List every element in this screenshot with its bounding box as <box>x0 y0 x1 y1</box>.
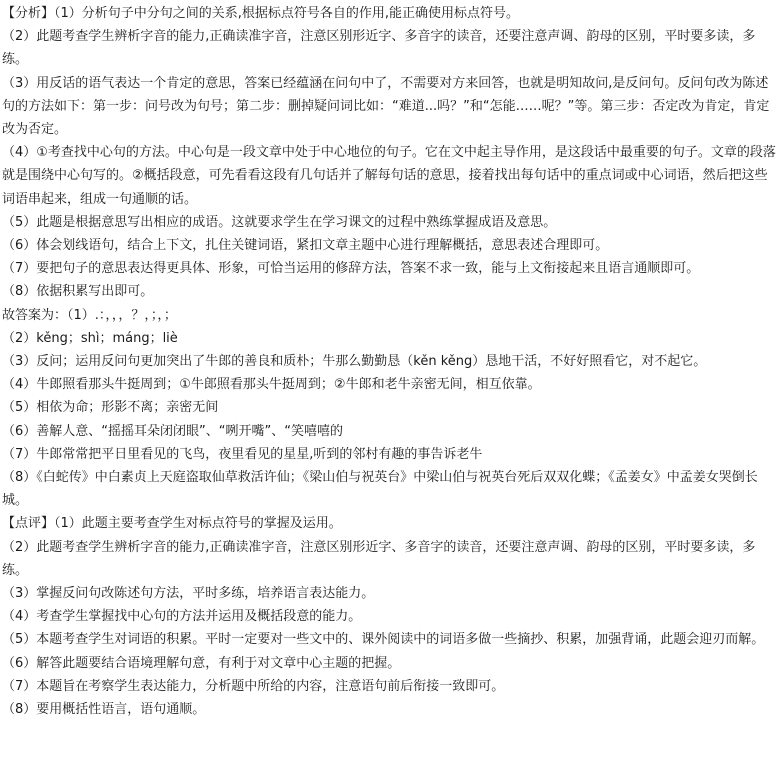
comment-line-4: （4）考查学生掌握找中心句的方法并运用及概括段意的能力。 <box>2 609 362 625</box>
comment-line-3: （3）掌握反问句改陈述句方法，平时多练，培养语言表达能力。 <box>2 586 375 602</box>
answer-line-7: （7）牛郎常常把平日里看见的飞鸟，夜里看见的星星,听到的邻村有趣的事告诉老牛 <box>2 446 483 462</box>
comment-line-8: （8）要用概括性语言，语句通顺。 <box>2 702 206 718</box>
comment-line-1: 【点评】（1）此题主要考查学生对标点符号的掌握及运用。 <box>2 516 342 532</box>
analysis-line-5: （5）此题是根据意思写出相应的成语。这就要求学生在学习课文的过程中熟练掌握成语及意思。 <box>2 214 557 230</box>
answer-line-2: （2）kěng；shì；máng；liè <box>2 330 178 346</box>
analysis-line-4: （4）①考查找中心句的方法。中心句是一段文章中处于中心地位的句子。它在文中起主导作用，是这段话中最重要的句子。文章的段落就是围绕中心句写的。②概括段意，可先看看这段有几句话并了解每句话的意思，接着找出每句话中的重点词或中心词语，然后把这些词语串起来，组成一句通顺的话。 <box>2 145 776 207</box>
comment-line-6: （6）解答此题要结合语境理解句意，有利于对文章中心主题的把握。 <box>2 655 401 671</box>
answer-line-4: （4）牛郎照看那头牛挺周到；①牛郎照看那头牛挺周到；②牛郎和老牛亲密无间，相互依靠。 <box>2 377 541 393</box>
analysis-line-8: （8）依据积累写出即可。 <box>2 284 154 300</box>
answer-line-5: （5）相依为命；形影不离；亲密无间 <box>2 400 219 416</box>
comment-line-2: （2）此题考查学生辨析字音的能力,正确读准字音，注意区别形近字、多音字的读音，还要注意声调、韵母的区别，平时要多读，多练。 <box>2 539 756 578</box>
analysis-line-2: （2）此题考查学生辨析字音的能力,正确读准字音，注意区别形近字、多音字的读音，还要注意声调、韵母的区别，平时要多读，多练。 <box>2 29 756 68</box>
answers-section <box>2 304 780 513</box>
comment-line-5: （5）本题考查学生对词语的积累。平时一定要对一些文中的、课外阅读中的词语多做一些摘抄、积累，加强背诵，此题会迎刃而解。 <box>2 632 765 648</box>
answer-line-1: 故答案为：（1）.：，，，？，；，； <box>2 307 177 323</box>
comment-section <box>2 512 780 721</box>
analysis-line-3: （3）用反话的语气表达一个肯定的意思，答案已经蕴涵在问句中了，不需要对方来回答，也就是明知故问,是反问句。反问句改为陈述句的方法如下：第一步：问号改为句号；第二步：删掉疑问词比如：“难道...吗？”和“怎能……呢？”等。第三步：否定改为肯定，肯定改为否定。 <box>2 75 770 138</box>
analysis-line-6: （6）体会划线语句，结合上下文，扎住关键词语，紧扣文章主题中心进行理解概括，意思表述合理即可。 <box>2 238 609 254</box>
answer-line-8: （8）《白蛇传》中白素贞上天庭盗取仙草救活许仙；《梁山伯与祝英台》中梁山伯与祝英台死后双双化蝶；《孟姜女》中孟姜女哭倒长城。 <box>2 470 758 509</box>
analysis-section <box>2 2 780 304</box>
answer-line-6: （6）善解人意、“摇摇耳朵闭闭眼”、“咧开嘴”、“笑嘻嘻的 <box>2 423 343 439</box>
answer-line-3: （3）反问；运用反问句更加突出了牛郎的善良和质朴；牛那么勤勤恳（kěn kěng）恳地干活，不好好照看它，对不起它。 <box>2 354 707 370</box>
analysis-line-7: （7）要把句子的意思表达得更具体、形象，可恰当运用的修辞方法，答案不求一致，能与上文衔接起来且语言通顺即可。 <box>2 261 700 277</box>
analysis-line-1: 【分析】（1）分析句子中分句之间的关系,根据标点符号各自的作用,能正确使用标点符号。 <box>2 6 520 21</box>
comment-line-7: （7）本题旨在考察学生表达能力，分析题中所给的内容，注意语句前后衔接一致即可。 <box>2 678 505 694</box>
